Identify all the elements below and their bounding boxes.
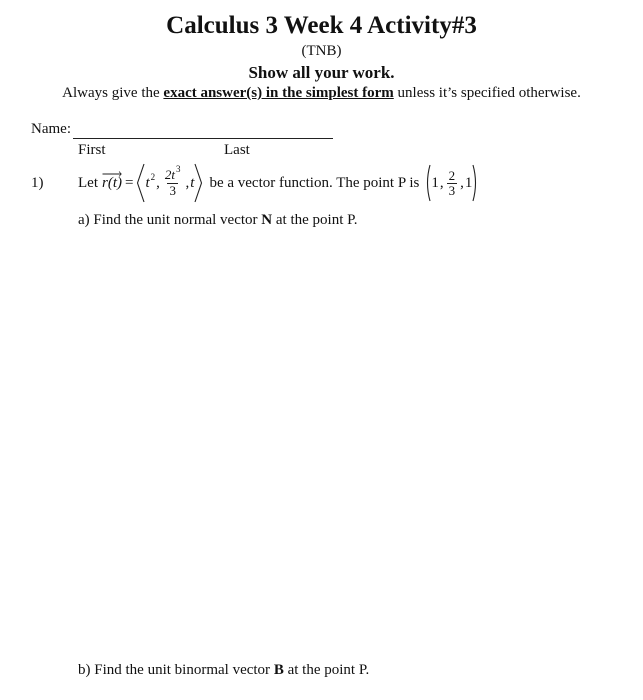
vector-arrow-icon	[102, 171, 122, 177]
let-text: Let	[78, 174, 98, 191]
point-y-numerator: 2	[448, 167, 456, 183]
point-x: 1	[431, 174, 439, 191]
last-name-label: Last	[224, 142, 250, 158]
point-y-fraction	[447, 169, 458, 198]
part-b-prompt	[78, 662, 369, 679]
right-angle-bracket-icon	[194, 163, 203, 203]
instruction-pre: Always give the	[62, 85, 164, 101]
equals-sign: =	[125, 174, 134, 191]
show-work-note: Show all your work.	[248, 63, 395, 82]
part-b-symbol: B	[273, 662, 284, 678]
component-1	[145, 171, 156, 192]
point-z: 1	[464, 174, 473, 191]
question-statement: Let r(t) = $t^2$ , $\frac{2t^3}{3}$ , t be a vector function. The point P is 1 , $\frac{2}{3}$ , 1	[78, 160, 478, 206]
instruction-post: unless it’s specified otherwise.	[393, 85, 581, 101]
question-number: 1)	[31, 175, 44, 191]
component-2-denominator: 3	[169, 183, 176, 198]
part-b-post: at the point P.	[283, 662, 370, 678]
part-a-post: at the point P.	[272, 212, 358, 228]
component-3: t	[190, 174, 195, 191]
name-label: Name:	[31, 121, 71, 137]
name-blank-line[interactable]	[73, 138, 333, 139]
part-a-pre: a) Find the unit normal vector	[78, 212, 262, 228]
component-1-base: t	[145, 174, 150, 191]
part-a-symbol: N	[261, 212, 273, 228]
component-2-numerator: 2t	[164, 167, 176, 182]
mid-text: be a vector function. The point P is	[209, 174, 420, 191]
component-1-exponent: 2	[150, 171, 156, 182]
part-a-prompt	[78, 212, 358, 229]
part-b-pre: b) Find the unit binormal vector	[78, 662, 274, 678]
vector-name-text: r(t)	[102, 174, 122, 191]
answer-instruction	[0, 85, 643, 102]
left-angle-bracket-icon	[136, 163, 145, 203]
component-2-fraction	[163, 164, 183, 198]
point-y-denominator: 3	[448, 182, 456, 198]
component-2-exponent: 3	[176, 164, 181, 174]
page-subtitle: (TNB)	[301, 43, 342, 59]
right-paren-icon	[472, 164, 478, 202]
first-name-label: First	[78, 142, 106, 158]
instruction-emphasis: exact answer(s) in the simplest form	[163, 85, 394, 101]
page-title: Calculus 3 Week 4 Activity#3	[166, 12, 477, 39]
vector-name	[102, 175, 122, 192]
